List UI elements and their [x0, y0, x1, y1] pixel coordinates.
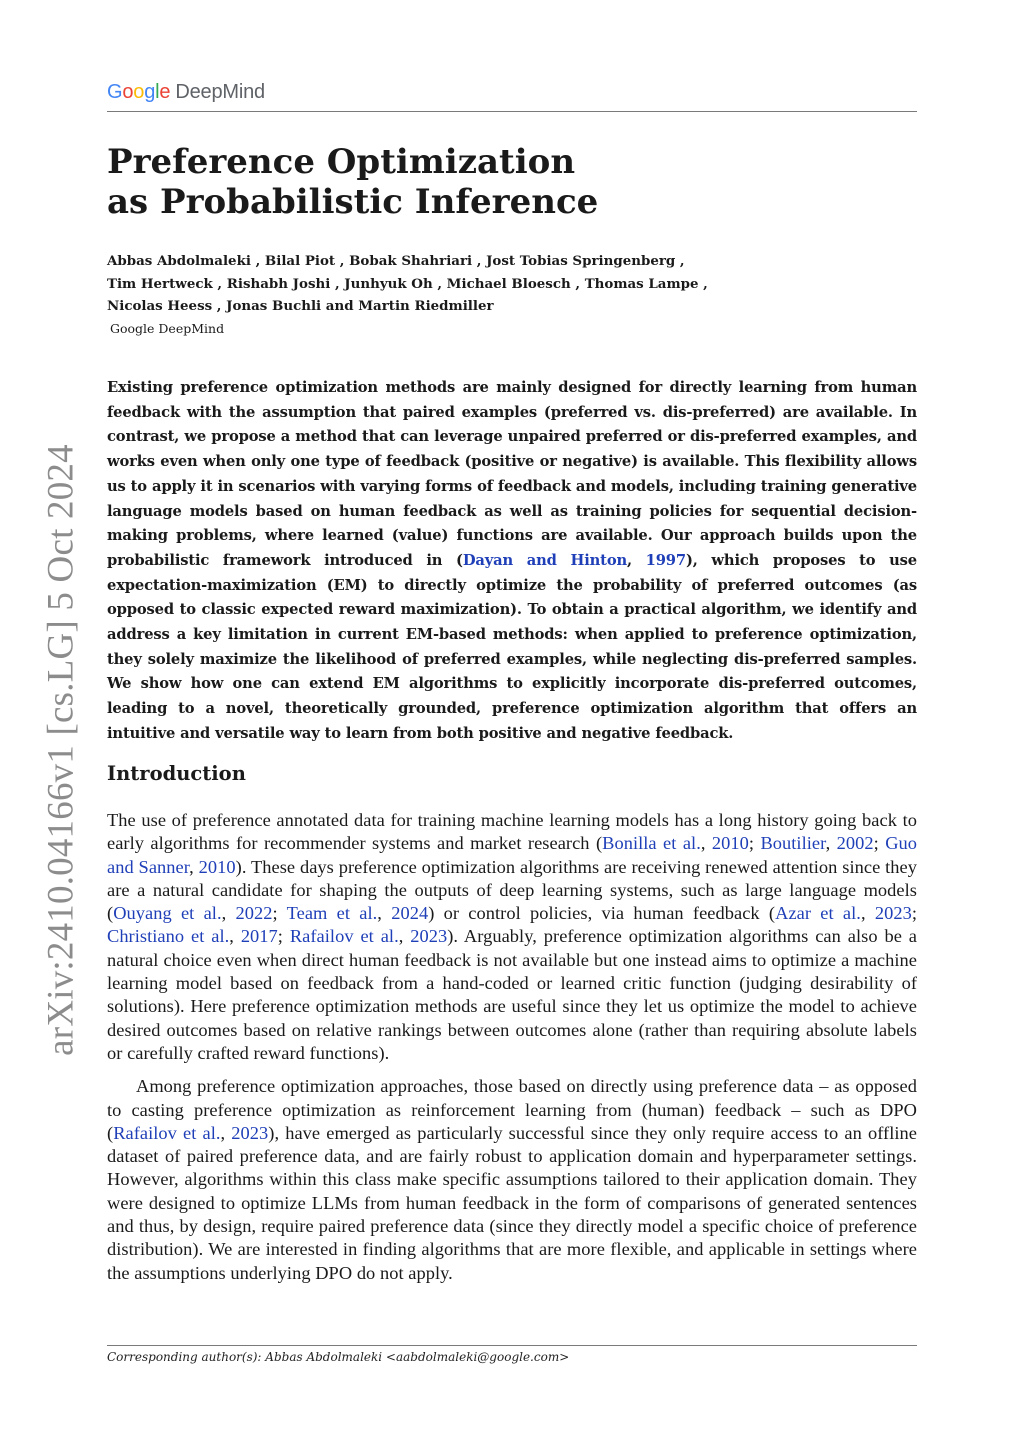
abstract-text-1: Existing preference optimization methods are mainly designed for directly learning from human feedback with the assumption that paired examples (preferred vs. dis-preferred) are available. In contrast, we propose a method that can leverage unpaired preferred or dis-preferred examples, and works even when only one type of feedback (positive or negative) is available. This flexibility allows us to apply it in scenarios with varying forms of feedback and models, including training generative language models based on human feedback as well as training policies for sequential decision-making problems, where learned (value) functions are available. Our approach builds upon the probabilistic framework introduced in (	[107, 379, 917, 569]
footnote-divider	[107, 1345, 917, 1346]
citation-link[interactable]: Boutilier	[760, 833, 826, 854]
logo-letter-o1: o	[122, 81, 134, 103]
citation-sep: ;	[277, 926, 290, 947]
citation-sep: ,	[860, 903, 875, 924]
citation-link[interactable]: 1997	[645, 551, 686, 569]
citation-link[interactable]: 2002	[836, 833, 874, 854]
citation-sep: ,	[220, 1122, 232, 1143]
citation-link[interactable]: 2017	[240, 926, 278, 947]
author-line-3: Nicolas Heess , Jonas Buchli and Martin Riedmiller	[107, 298, 494, 315]
citation-sep: ;	[873, 833, 886, 854]
citation-link[interactable]: 2023	[410, 926, 448, 947]
logo-letter-g1: G	[107, 81, 123, 103]
author-block	[107, 250, 917, 340]
text-run: ). Arguably, preference optimization algorithms can also be a natural choice even when direct human feedback is not available but one instead aims to optimize a machine learning model based on feedback from a hand-coded or learned critic function (judging desirability of solutions). Here preference optimization methods are useful since they let us optimize the model to achieve desired outcomes based on relative rankings between outcomes alone (rather than requiring absolute labels or carefully crafted reward functions).	[107, 926, 918, 1063]
citation-link[interactable]: Bonilla et al.	[602, 833, 701, 854]
logo-letter-e: e	[159, 81, 171, 103]
citation-sep: ,	[377, 903, 392, 924]
title-line-1: Preference Optimization	[107, 142, 576, 182]
introduction-body	[107, 809, 917, 1285]
citation-link[interactable]: Christiano et al.	[107, 926, 230, 947]
header-divider	[107, 111, 917, 112]
citation-sep: ;	[911, 903, 918, 924]
citation-link[interactable]: 2010	[711, 833, 749, 854]
citation-link[interactable]: Azar et al.	[775, 903, 861, 924]
citation-link[interactable]: 2023	[874, 903, 912, 924]
author-line-1: Abbas Abdolmaleki , Bilal Piot , Bobak Shahriari , Jost Tobias Springenberg ,	[107, 253, 685, 269]
affiliation: Google DeepMind	[110, 320, 225, 336]
intro-paragraph-1	[107, 809, 917, 1065]
abstract-text-2: ), which proposes to use expectation-maximization (EM) to directly optimize the probability of preferred outcomes (as opposed to classic expected reward maximization). To obtain a practical algorithm, we identify and address a key limitation in current EM-based methods: when applied to preference optimization, they solely maximize the likelihood of preferred examples, while neglecting dis-preferred samples. We show how one can extend EM algorithms to explicitly incorporate dis-preferred outcomes, leading to a novel, theoretically grounded, preference optimization algorithm that offers an intuitive and versatile way to learn from both positive and negative feedback.	[107, 551, 917, 742]
arxiv-identifier: arXiv:2410.04166v1 [cs.LG] 5 Oct 2024	[40, 444, 82, 1056]
citation-sep: ,	[700, 833, 712, 854]
citation-sep: ,	[627, 551, 646, 569]
google-deepmind-logo	[107, 81, 265, 107]
author-line-2: Tim Hertweck , Rishabh Joshi , Junhyuk Oh , Michael Bloesch , Thomas Lampe ,	[107, 275, 708, 292]
citation-sep: ,	[189, 856, 199, 877]
text-run: ), have emerged as particularly successful since they only require access to an offline dataset of paired preference data, and are fairly robust to application domain and hyperparameter settings. However, algorithms within this class make specific assumptions tailored to their application domain. They were designed to optimize LLMs from human feedback in the form of comparisons of generated sentences and thus, by design, require paired preference data (since they directly model a specific choice of preference distribution). We are interested in finding algorithms that are more flexible, and applicable in settings where the assumptions underlying DPO do not apply.	[107, 1122, 918, 1283]
paper-title	[107, 142, 917, 222]
google-wordmark	[107, 81, 170, 104]
abstract	[107, 376, 917, 747]
citation-link[interactable]: Dayan and Hinton	[462, 551, 627, 569]
title-line-2: as Probabilistic Inference	[107, 182, 599, 222]
citation-sep: ;	[272, 903, 287, 924]
text-run: The use of preference annotated data for training machine learning models has a long history going back to early algorithms for recommender systems and market research (	[107, 810, 917, 854]
citation-link[interactable]: Rafailov et al.	[289, 926, 399, 947]
citation-sep: ,	[825, 833, 837, 854]
citation-link[interactable]: Rafailov et al.	[113, 1122, 221, 1143]
section-heading-introduction: Introduction	[107, 762, 246, 785]
logo-letter-g2: g	[144, 81, 156, 103]
citation-link[interactable]: Team et al.	[286, 903, 378, 924]
citation-link[interactable]: Ouyang et al.	[113, 903, 222, 924]
citation-sep: ,	[221, 903, 236, 924]
citation-link[interactable]: 2023	[231, 1122, 269, 1143]
citation-sep: ,	[229, 926, 241, 947]
abstract-paragraph	[107, 376, 917, 747]
citation-link[interactable]: 2010	[198, 856, 236, 877]
citation-sep: ,	[398, 926, 411, 947]
deepmind-wordmark: DeepMind	[175, 81, 265, 103]
text-run: ). These days preference optimization algorithms are receiving renewed attention since they are a natural candidate for shaping the outputs of deep learning systems, such as large language models (	[107, 856, 917, 924]
citation-link[interactable]: Guo and Sanner	[107, 833, 918, 877]
citation-sep: ;	[748, 833, 761, 854]
corresponding-author-footnote: Corresponding author(s): Abbas Abdolmaleki <aabdolmaleki@google.com>	[107, 1350, 570, 1364]
text-run: ) or control policies, via human feedback (	[428, 903, 776, 924]
text-run: Among preference optimization approaches, those based on directly using preference data – as opposed to casting preference optimization as reinforcement learning from (human) feedback – such as DPO (	[107, 1076, 917, 1143]
citation-link[interactable]: 2022	[235, 903, 273, 924]
logo-letter-l: l	[155, 81, 160, 103]
intro-paragraph-2	[107, 1075, 917, 1285]
logo-letter-o2: o	[133, 81, 145, 103]
citation-link[interactable]: 2024	[391, 903, 429, 924]
